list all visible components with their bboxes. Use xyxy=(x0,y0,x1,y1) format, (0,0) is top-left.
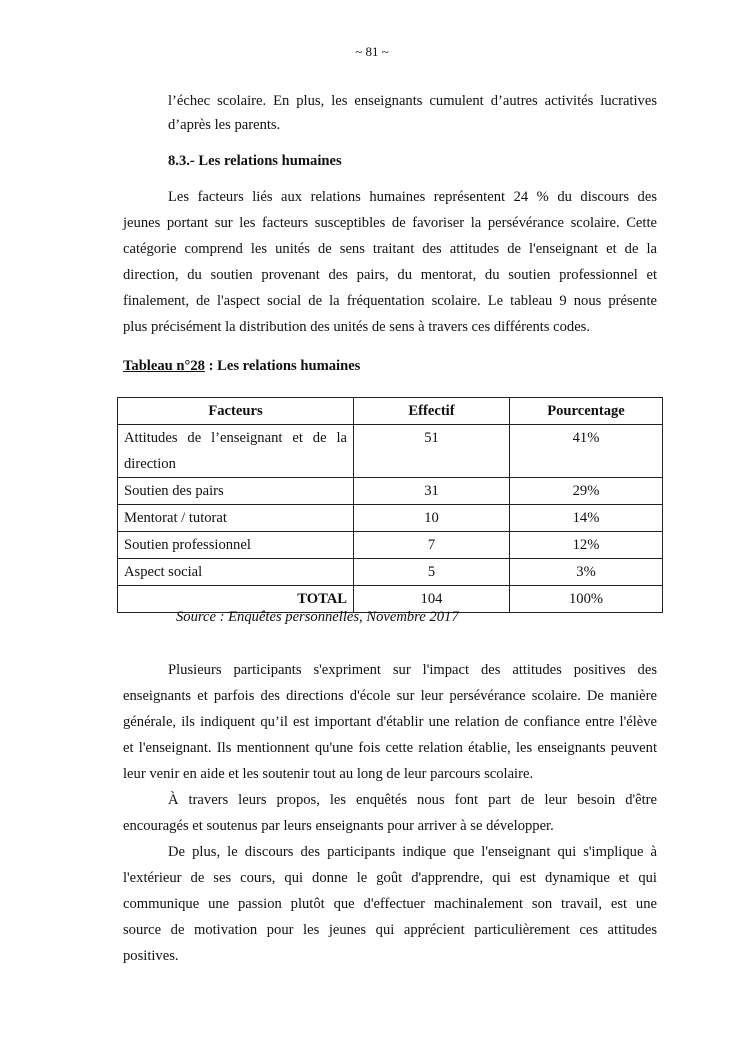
table-header-row xyxy=(118,398,663,425)
count-cell: 31 xyxy=(354,478,510,505)
count-cell: 7 xyxy=(354,532,510,559)
text-line: catégorie comprend les unités de sens traitant des attitudes de l'enseignant et de la xyxy=(123,241,657,257)
text-line: jeunes portant sur les facteurs susceptibles de favoriser la persévérance scolaire. Cette xyxy=(123,215,657,231)
factor-cell: Attitudes de l’enseignant et de la direction xyxy=(118,425,354,478)
total-percent: 100% xyxy=(510,586,663,613)
page-number: ~ 81 ~ xyxy=(355,44,389,59)
text-line: source de motivation pour les jeunes qui apprécient particulièrement ces attitudes xyxy=(123,922,657,938)
text-line: À travers leurs propos, les enquêtés nous font part de leur besoin d'être xyxy=(168,792,657,808)
count-cell: 5 xyxy=(354,559,510,586)
text-line: plus précisément la distribution des unités de sens à travers ces différents codes. xyxy=(123,319,591,335)
count-cell: 51 xyxy=(354,425,510,478)
count-cell: 10 xyxy=(354,505,510,532)
text-line: leur venir en aide et les soutenir tout au long de leur parcours scolaire. xyxy=(123,766,534,782)
text-line: finalement, de l'aspect social de la fréquentation scolaire. Le tableau 9 nous présente xyxy=(123,293,657,309)
text-line: encouragés et soutenus par leurs enseignants pour arriver à se développer. xyxy=(123,818,554,834)
table-row xyxy=(118,559,663,586)
table-caption xyxy=(123,358,360,375)
total-count: 104 xyxy=(354,586,510,613)
text-line: l’échec scolaire. En plus, les enseignants cumulent d’autres activités lucratives xyxy=(168,93,657,109)
table-row xyxy=(118,532,663,559)
text-line: positives. xyxy=(123,948,179,964)
table-row xyxy=(118,505,663,532)
percent-cell: 29% xyxy=(510,478,663,505)
text-line: générale, ils indiquent qu’il est important d'établir une relation de confiance entre l'élève xyxy=(123,714,657,730)
text-line: d’après les parents. xyxy=(168,117,281,133)
factor-cell: Soutien professionnel xyxy=(118,532,354,559)
text-line: enseignants et parfois des directions d'école sur leur persévérance scolaire. De manière xyxy=(123,688,657,704)
percent-cell: 41% xyxy=(510,425,663,478)
text-line: communique une passion plutôt que d'effectuer machinalement son travail, est une xyxy=(123,896,657,912)
percent-cell: 12% xyxy=(510,532,663,559)
table-caption-label: Tableau n°28 xyxy=(123,358,205,374)
section-heading: 8.3.- Les relations humaines xyxy=(168,153,342,169)
text-line: direction, du soutien provenant des pairs, du mentorat, du soutien professionnel et xyxy=(123,267,657,283)
table-row xyxy=(118,425,663,478)
factor-cell: Mentorat / tutorat xyxy=(118,505,354,532)
header-pourcentage: Pourcentage xyxy=(510,398,663,425)
relations-table xyxy=(117,397,663,613)
table-caption-title: : Les relations humaines xyxy=(204,358,361,374)
text-line: et l'enseignant. Ils mentionnent qu'une fois cette relation établie, les enseignants peuvent xyxy=(123,740,657,756)
factor-cell: Aspect social xyxy=(118,559,354,586)
header-effectif: Effectif xyxy=(354,398,510,425)
text-line: Plusieurs participants s'expriment sur l'impact des attitudes positives des xyxy=(168,662,657,678)
text-line: Les facteurs liés aux relations humaines représentent 24 % du discours des xyxy=(168,189,657,205)
header-facteurs: Facteurs xyxy=(118,398,354,425)
text-line: De plus, le discours des participants indique que l'enseignant qui s'implique à xyxy=(168,844,657,860)
percent-cell: 3% xyxy=(510,559,663,586)
table-source: Source : Enquêtes personnelles, Novembre 2017 xyxy=(176,609,459,625)
text-line: l'extérieur de ses cours, qui donne le goût d'apprendre, qui est dynamique et qui xyxy=(123,870,657,886)
percent-cell: 14% xyxy=(510,505,663,532)
table-row xyxy=(118,478,663,505)
factor-cell: Soutien des pairs xyxy=(118,478,354,505)
total-label: TOTAL xyxy=(118,586,354,613)
